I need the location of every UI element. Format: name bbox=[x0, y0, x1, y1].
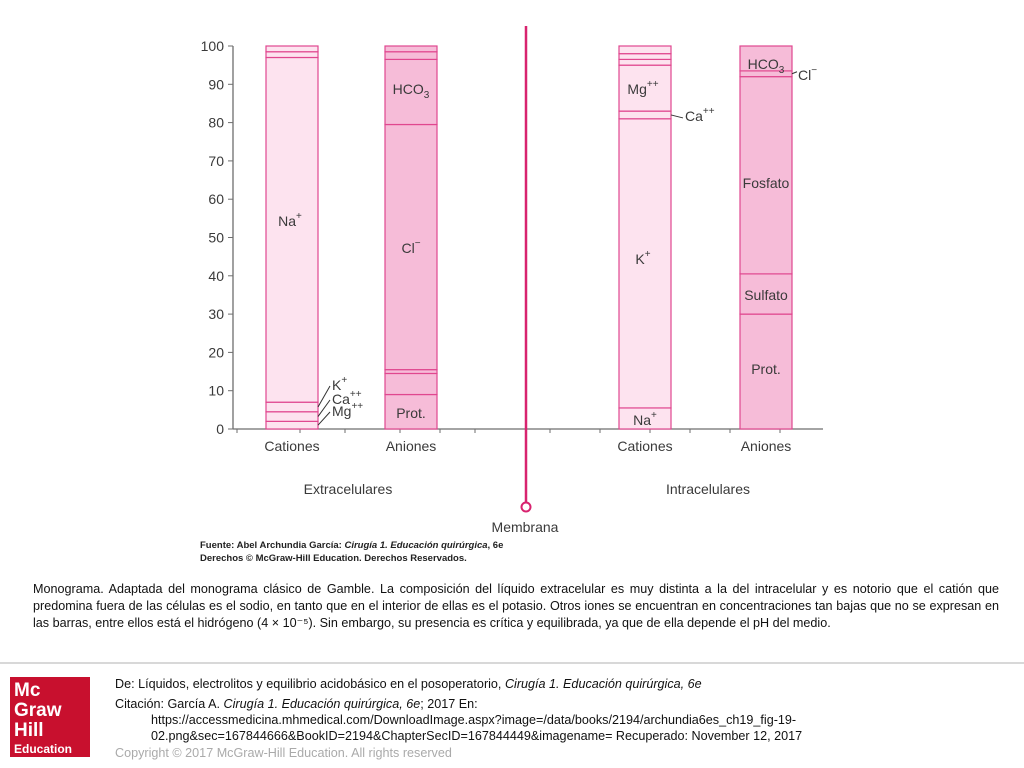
segment-label-mg-intra: Mg++ bbox=[627, 79, 659, 97]
x-category-label: Aniones bbox=[385, 438, 437, 454]
segment-label-k: K+ bbox=[332, 375, 348, 393]
x-category-label: Cationes bbox=[264, 438, 320, 454]
copyright-text: Copyright © 2017 McGraw-Hill Education. All rights reserved bbox=[115, 746, 452, 760]
y-tick-label: 0 bbox=[216, 421, 224, 437]
citation-de bbox=[115, 676, 1015, 692]
y-tick-label: 70 bbox=[208, 152, 224, 169]
bar-segment-minor bbox=[619, 54, 671, 60]
segment-label-prot: Prot. bbox=[396, 405, 426, 421]
y-tick-label: 30 bbox=[208, 306, 224, 323]
bar-segment-minor bbox=[266, 46, 318, 52]
bar-segment-minor bbox=[619, 46, 671, 54]
segment-label-cl-intra: Cl− bbox=[798, 65, 818, 83]
y-tick-label: 60 bbox=[208, 191, 224, 208]
y-tick-label: 20 bbox=[208, 344, 224, 361]
logo-line-3: Hill bbox=[14, 720, 44, 741]
bar-segment-minor bbox=[385, 373, 437, 394]
x-category-label: Cationes bbox=[617, 438, 673, 454]
logo-line-4: Education bbox=[14, 742, 73, 756]
membrane-label: Membrana bbox=[491, 519, 559, 535]
bar-segment-minor bbox=[266, 52, 318, 58]
citation-de-book: Cirugía 1. Educación quirúrgica, 6e bbox=[504, 677, 702, 691]
citation-url-line-1[interactable]: https://accessmedicina.mhmedical.com/DownloadImage.aspx?image=/data/books/2194/archundia6es_ch19_fig-19- bbox=[151, 713, 797, 727]
segment-label-prot-intra: Prot. bbox=[751, 361, 781, 377]
group-label-extracelulares: Extracelulares bbox=[303, 481, 393, 497]
bar-segment-na bbox=[266, 57, 318, 402]
segment-label-na-intra: Na+ bbox=[633, 410, 657, 428]
bar-segment-minor bbox=[619, 59, 671, 65]
citation-cita-prefix: Citación: García A. bbox=[115, 697, 224, 711]
segment-label-fosfato: Fosfato bbox=[742, 175, 790, 191]
segment-label-k-intra: K+ bbox=[635, 249, 651, 267]
segment-label-hco3-intra: $HCO_3$ bbox=[747, 56, 785, 76]
membrane-marker bbox=[522, 503, 531, 512]
bar-segment-minor bbox=[385, 46, 437, 52]
y-tick-label: 10 bbox=[208, 382, 224, 399]
bar-segment-k bbox=[266, 402, 318, 412]
segment-label-sulfato: Sulfato bbox=[744, 287, 788, 303]
bar-segment-ca bbox=[266, 412, 318, 422]
citation-cita-suffix: ; 2017 En: bbox=[420, 697, 478, 711]
segment-label-mg: Mg++ bbox=[332, 401, 364, 419]
segment-label-cl: Cl− bbox=[401, 238, 421, 256]
logo-line-1: Mc bbox=[14, 680, 41, 701]
leader-line bbox=[792, 72, 797, 74]
citation-cita-book: Cirugía 1. Educación quirúrgica, 6e bbox=[223, 697, 421, 711]
y-tick-label: 100 bbox=[200, 38, 224, 54]
bar-segment-ca bbox=[619, 111, 671, 119]
mcgraw-hill-logo bbox=[10, 677, 90, 757]
segment-label-ca: Ca++ bbox=[332, 389, 362, 407]
segment-label-hco3: $HCO_3$ bbox=[392, 81, 430, 101]
y-tick-label: 80 bbox=[208, 114, 224, 131]
segment-label-na: Na+ bbox=[278, 211, 302, 229]
citation-de-prefix: De: Líquidos, electrolitos y equilibrio acidobásico en el posoperatorio, bbox=[115, 677, 505, 691]
leader-line bbox=[318, 386, 330, 407]
group-label-intracelulares: Intracelulares bbox=[665, 481, 751, 497]
segment-label-ca-intra: Ca++ bbox=[685, 106, 715, 124]
divider bbox=[0, 662, 1024, 664]
source-line: Fuente: Abel Archundia García: Cirugía 1. Educación quirúrgica, 6e bbox=[200, 540, 504, 551]
y-tick-label: 40 bbox=[208, 267, 224, 284]
citation-block bbox=[115, 676, 1015, 744]
x-category-label: Aniones bbox=[740, 438, 792, 454]
y-tick-label: 50 bbox=[208, 229, 224, 246]
figure-caption: Monograma. Adaptada del monograma clásico de Gamble. La composición del líquido extracelular es muy distinta a la del intracelular y es notorio que el catión que predomina fuera de las células es el sodio, en tanto que en el interior de ellas es el potasio. Otros iones se encuentran en concentraciones tan bajas que no se expresan en las barras, entre ellos está el hidrógeno (4 × 10⁻⁵). Sin embargo, su presencia es crítica y equilibrada, ya que de ella depende el pH del medio. bbox=[33, 582, 999, 630]
bar-segment-minor bbox=[385, 52, 437, 60]
citation-url-line-2[interactable]: 02.png&sec=167844666&BookID=2194&ChapterSecID=167844449&imagename= Recuperado: November 12, 2017 bbox=[151, 729, 803, 743]
bar-segment-mg bbox=[266, 421, 318, 429]
bar-segment-k bbox=[619, 119, 671, 408]
leader-line bbox=[671, 115, 683, 118]
logo-line-2: Graw bbox=[14, 700, 62, 721]
citation-cita bbox=[115, 696, 1015, 712]
source-rights: Derechos © McGraw-Hill Education. Derechos Reservados. bbox=[200, 553, 467, 564]
y-tick-label: 90 bbox=[208, 76, 224, 93]
